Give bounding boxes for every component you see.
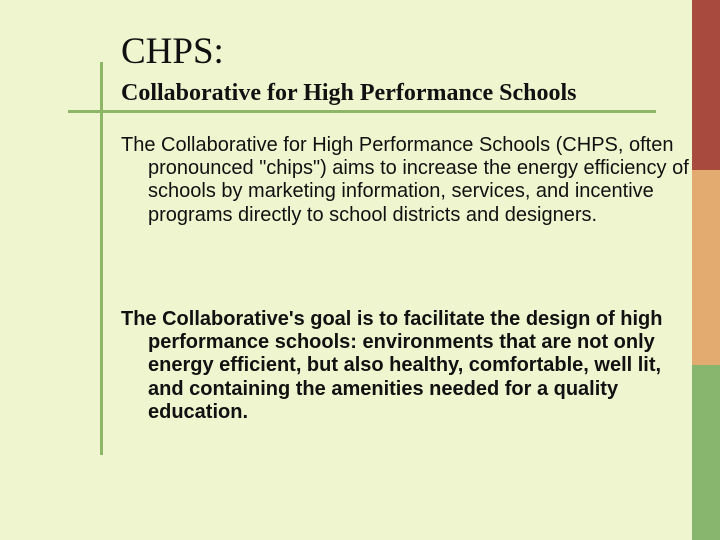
horizontal-accent-line [68, 110, 656, 113]
vertical-accent-line [100, 62, 103, 455]
slide-subtitle: Collaborative for High Performance Schools [121, 80, 577, 106]
paragraph-chps-description: The Collaborative for High Performance Schools (CHPS, often pronounced "chips") aims to increase the energy efficiency of schools by marketing information, services, and incentive programs directly to school districts and designers. [121, 134, 689, 226]
paragraph-collaborative-goal: The Collaborative's goal is to facilitate the design of high performance schools: environments that are not only energy efficient, but also healthy, comfortable, well lit, and containing the amenities needed for a quality education. [121, 308, 663, 423]
slide-title: CHPS: [121, 31, 224, 72]
decorative-stripe-red [692, 0, 720, 170]
